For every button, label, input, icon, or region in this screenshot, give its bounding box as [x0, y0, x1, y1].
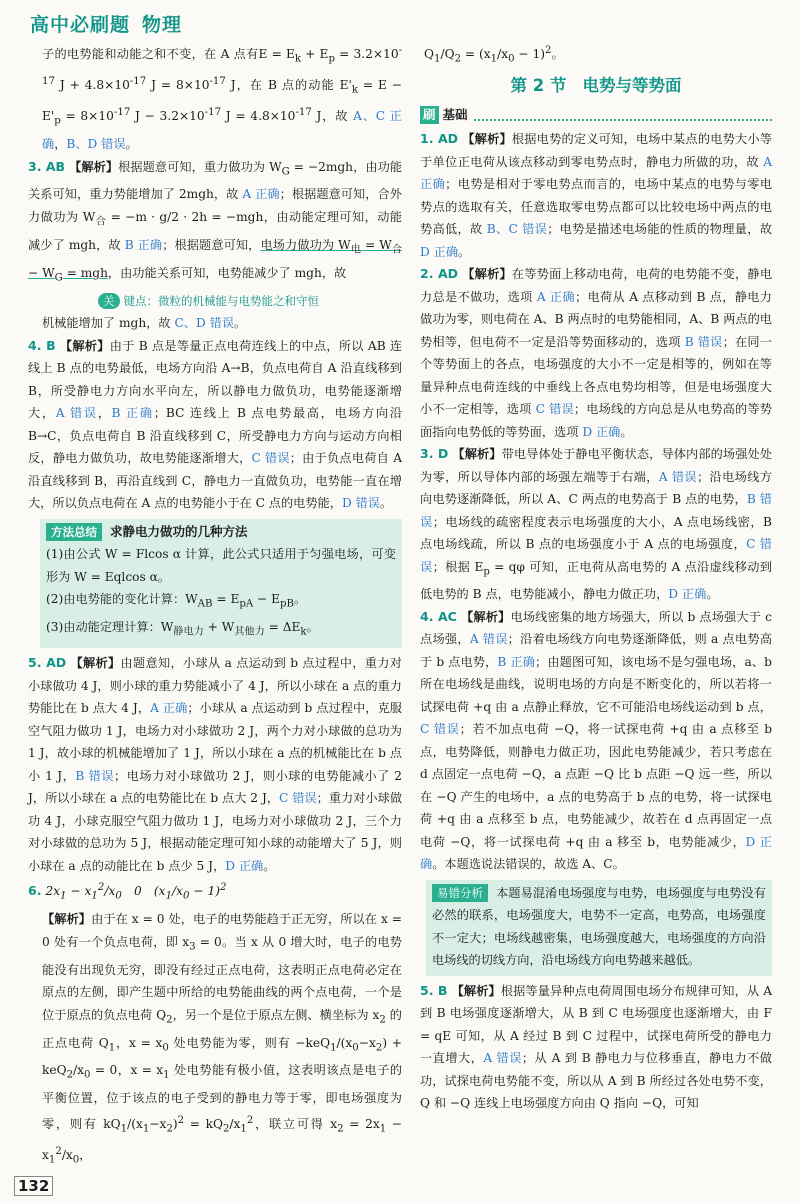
brush-icon: 刷 — [420, 106, 439, 124]
basic-label: 刷 基础 — [420, 104, 772, 127]
left-column — [28, 40, 402, 1172]
answer-2: 2. AD 【解析】在等势面上移动电荷，电荷的电势能不变，静电力总是不做功，选项 A 正确；电荷从 A 点移动到 B 点，静电力做功为零，则电荷在 A、B 两点时的电势能相同，A、B 两点的电势相等，但电荷不一定是沿等势面移动的，选项 B 错误；在同一个等势面上的各点，电场强度的大小不一定是相等的，例如在等量异种点电荷连线的中垂线上各点电势均相等，但是电场强度大小不一定相等，选项 C 错误；电场线的方向总是从电势高的等势面指向电势低的等势面，选项 D 正确。 — [420, 266, 773, 439]
section-heading: 第 2 节 电势与等势面 — [510, 76, 682, 95]
method-item: (3)由动能定理计算：$W_{静电力} + W_{其他力} = \Delta E_k$。 — [46, 620, 319, 638]
answer-text: 在等势面上移动电荷，电荷的电势能不变，静电力总是不做功，选项 A 正确；电荷从 A 点移动到 B 点，静电力做功为零，则电荷在 A、B 两点时的电势能相同，A、B 两点的电势相等，但电荷不一定是沿等势面移动的，选项 B 错误；在同一个等势面上的各点，电场强度的大小不一定是相等的，例如在等量异种点电荷连线的中垂线上各点电势均相等，但是电场强度大小不一定相等，选项 C 错误；电场线的方向总是从电势高的等势面指向电势低的等势面，选项 D 正确。 — [420, 267, 773, 439]
ratio-formula: $Q_1/Q_2 = (x_1/x_0 - 1)^2$。 — [424, 45, 564, 65]
answer-6-analysis: 【解析】由于在 x = 0 处，电子的电势能趋于正无穷，所以在 x = 0 处有一个负点电荷，即 $x_3 = 0$。当 x 从 0 增大时，电子的电势能没有出现负无穷，即没有经过正点电荷，这表明正点电荷必定在原点的左侧，即产生题中所给的电势能曲线的两个点电荷，一个是位于原点的负点电荷 $Q_2$，另一个是位于原点左侧、横坐标为 $x_2$ 的正点电荷 $Q_1$，$x = x_0$ 处电势能为零，则有 $-keQ_1/(x_0-x_2) + keQ_2/x_0 = 0$，$x = x_1$ 处电势能有极小值，这表明该点是电子的平衡位置，位于该点的电子受到的静电力等于零，即电场强度为零，则有 $kQ_1/(x_1-x_2)^2 = kQ_2/x_1^2$，联立可得 $x_2 = 2x_1 - x_1^2/x_0$， — [42, 912, 403, 1166]
answer-text: 根据等量异种点电荷周围电场分布规律可知，从 A 到 B 电场强度逐渐增大，从 B 到 C 电场强度也逐渐增大，由 F = qE 可知，从 A 经过 B 到 C 过程中，试探电荷所受的静电力一直增大，A 错误；从 A 到 B 静电力与位移垂直，静电力不做功，试探电荷电势能不变，所以从 A 到 B 所经过各处电势不变，Q 和 −Q 连线上电场强度方向由 Q 指向 −Q，可知 — [420, 983, 772, 1111]
intro-paragraph: 子的电势能和动能之和不变，在 A 点有$E = E_k + E_p = 3.2\times 10^{-17}$ $J + 4.8\times 10^{-17}$ $J = 8\times 10^{-17}$ J，在 B 点的动能 $E'_k = E - E'_p = 8\times 10^{-17}$ $J - 3.2\times 10^{-17}$ $J = 4.8\times 10^{-17}$ J，故 A、C 正确，B、D 错误。 — [42, 45, 403, 151]
page-number: 132 — [14, 1176, 53, 1196]
answer-6 — [28, 877, 402, 908]
method-item: (2)由电势能的变化计算：$W_{AB} = E_{pA} - E_{pB}$。 — [46, 592, 307, 610]
error-analysis-box — [426, 880, 772, 976]
answer-5: 5. AD 【解析】由题意知，小球从 a 点运动到 b 点过程中，重力对小球做功 4 J，则小球的重力势能减小了 4 J，所以小球在 a 点的重力势能比在 b 点大 4 J，A 正确；小球从 a 点运动到 b 点过程中，克服空气阻力做功 1 J，电场力对小球做功 2 J，两个力对小球做的总功为 1 J，故小球的机械能增加了 1 J，所以小球在 a 点的机械能比在 b 点小 1 J，B 错误；电场力对小球做功 2 J，则小球的电势能减小了 2 J，所以小球在 a 点的电势能比在 b 点大 2 J，C 错误；重力对小球做功 4 J，小球克服空气阻力做功 1 J，电场力对小球做功 2 J，三个力对小球做的总功为 5 J，根据动能定理可知小球的动能增大了 5 J，则小球在 a 点的动能比在 b 点少 5 J，D 正确。 — [28, 655, 403, 873]
method-item: (1)由公式 W = Flcos α 计算，此公式只适用于匀强电场，可变形为 W = Eqlcos α。 — [46, 547, 396, 584]
keypoint-note: 关 键点：微粒的机械能与电势能之和守恒 — [98, 290, 402, 313]
keypoint-icon: 关 — [98, 293, 120, 309]
answer-text: 由题意知，小球从 a 点运动到 b 点过程中，重力对小球做功 4 J，则小球的重力势能减小了 4 J，所以小球在 a 点的重力势能比在 b 点大 4 J，A 正确；小球从 a 点运动到 b 点过程中，克服空气阻力做功 1 J，电场力对小球做功 2 J，两个力对小球做的总功为 1 J，故小球的机械能增加了 1 J，所以小球在 a 点的机械能比在 b 点小 1 J，B 错误；电场力对小球做功 2 J，则小球的电势能减小了 2 J，所以小球在 a 点的电势能比在 b 点大 2 J，C 错误；重力对小球做功 4 J，小球克服空气阻力做功 1 J，电场力对小球做功 2 J，三个力对小球做的总功为 5 J，根据动能定理可知小球的动能增大了 5 J，则小球在 a 点的动能比在 b 点少 5 J，D 正确。 — [28, 656, 403, 873]
method-summary-title: 求静电力做功的几种方法 — [110, 523, 248, 539]
answer-text: 根据电势的定义可知，电场中某点的电势大小等于单位正电荷从该点移动到零电势点时，静电力所做的功，故 A 正确；电势是相对于零电势点而言的，电场中某点的电势与零电势点的选取有关，任意选取零电势点都可以比较电场中两点的电势高低，故 B、C 错误；电势是描述电场能的性质的物理量，故 D 正确。 — [420, 132, 773, 259]
answer-text: 电场线密集的地方场强大，所以 b 点场强大于 c 点场强，A 错误；沿着电场线方向电势逐渐降低，则 a 点电势高于 b 点电势，B 正确；由题图可知，该电场不是匀强电场，a、b 所在电场线是曲线，说明电场的方向是不断变化的，所以若将一试探电荷 +q 由 a 点静止释放，它不可能沿电场线运动到 b 点，C 错误；若不加点电荷 −Q，将一试探电荷 +q 由 a 点移至 b 点，电势降低，则静电力做正功，因此电势能减少，若只考虑在 d 点固定一点电荷 −Q，a 点距 −Q 比 b 点距 −Q 远一些，所以在 −Q 产生的电场中，a 点的电势高于 b 点的电势，将一试探电荷 +q 由 a 点移至 b 点，电势能减少，故若在 d 点再固定一点电荷 −Q，将一试探电荷 +q 由 a 移至 b，电势能减少，D 正确。本题选说法错误的，故选 A、C。 — [420, 609, 773, 872]
answer-3b: 3. D 【解析】带电导体处于静电平衡状态，导体内部的场强处处为零，所以导体内部的场强左端等于右端，A 错误；沿电场线方向电势逐渐降低，所以 A、C 两点的电势高于 B 点的电势，B 错误；电场线的疏密程度表示电场强度的大小，A 点电场线密，B 点电场线疏，所以 B 点的电场强度小于 A 点的电场强度，C 错误；根据 $E_p = q\varphi$ 可知，正电荷从高电势的 A 点沿虚线移动到低电势的 B 点，电势能减小，静电力做正功，D 正确。 — [420, 446, 773, 602]
method-summary-label: 方法总结 — [46, 523, 102, 541]
question-number: 5. AD — [28, 655, 67, 671]
error-analysis-label: 易错分析 — [432, 884, 488, 902]
answer-3: 3. AB 【解析】根据题意可知，重力做功为 $W_G = -2mgh$，由功能关系可知，重力势能增加了 2mgh，故 A 正确；根据题意可知，合外力做功为 $W_合 = -m \cdot g/2 \cdot 2h = -mgh$，由动能定理可知，动能减少了 mgh，故 B 正确；根据题意可知，电场力做功为 $W_电 = W_合 - W_G$ = mgh，由功能关系可知，电势能减少了 mgh，故 — [28, 158, 403, 284]
question-number: 6. — [28, 883, 42, 899]
right-column — [420, 40, 772, 1115]
question-number: 4. AC — [420, 608, 457, 624]
question-number: 3. AB — [28, 158, 66, 174]
question-number: 1. AD — [420, 131, 459, 146]
answer-text: 由于 B 点是等量正点电荷连线上的中点，所以 AB 连线上 B 点的电势最低，电场方向沿 A→B，负点电荷自 A 沿直线移到 B，所受静电力方向水平向左，所以静电力做负功，电势能逐渐增大，A 错误，B 正确；BC 连线上 B 点电势最高，电场方向沿 B→C，负点电荷自 B 沿直线移到 C，所受静电力方向与运动方向相反，静电力做负功，故电势能逐渐增大，C 错误；由于负点电荷自 A 沿直线移到 B，再沿直线到 C，静电力一直做负功，电势能一直在增大，所以负点电荷在 A 点的电势能小于在 C 点的电势能，D 错误。 — [28, 338, 403, 511]
answer-text: 带电导体处于静电平衡状态，导体内部的场强处处为零，所以导体内部的场强左端等于右端，A 错误；沿电场线方向电势逐渐降低，所以 A、C 两点的电势高于 B 点的电势，B 错误；电场线的疏密程度表示电场强度的大小，A 点电场线密，B 点电场线疏，所以 B 点的电场强度小于 A 点的电场强度，C 错误；根据 $E_p = q\varphi$ 可知，正电荷从高电势的 A 点沿虚线移动到低电势的 B 点，电势能减小，静电力做正功，D 正确。 — [420, 447, 773, 602]
book-title: 高中必刷题 — [30, 14, 131, 36]
answer-values: $2x_1 - x_1^2/x_0$ 0 $(x_1/x_0 - 1)^2$ — [45, 882, 227, 902]
question-number: 3. D — [420, 446, 449, 461]
method-summary-box — [40, 519, 402, 648]
error-analysis-text: 本题易混淆电场强度与电势，电场强度与电势没有必然的联系，电场强度大，电势不一定高，电势高，电场强度不一定大；电场线越密集，电场强度越大，电场强度的方向沿电场线的切线方向，沿电场线方向电势越来越低。 — [432, 885, 766, 968]
question-number: 4. B — [28, 337, 56, 353]
answer-text: 根据题意可知，重力做功为 $W_G = -2mgh$，由功能关系可知，重力势能增加了 2mgh，故 A 正确；根据题意可知，合外力做功为 $W_合 = -m \cdot g/2 \cdot 2h = -mgh$，由动能定理可知，动能减少了 mgh，故 B 正确；根据题意可知，电场力做功为 $W_电 = W_合 - W_G$ = mgh，由功能关系可知，电势能减少了 mgh，故 — [28, 159, 403, 284]
answer-1: 1. AD 【解析】根据电势的定义可知，电场中某点的电势大小等于单位正电荷从该点移动到零电势点时，静电力所做的功，故 A 正确；电势是相对于零电势点而言的，电场中某点的电势与零电势点的选取有关，任意选取零电势点都可以比较电场中两点的电势高低，故 B、C 错误；电势是描述电场能的性质的物理量，故 D 正确。 — [420, 131, 773, 259]
answer-text: 由于在 x = 0 处，电子的电势能趋于正无穷，所以在 x = 0 处有一个负点电荷，即 $x_3 = 0$。当 x 从 0 增大时，电子的电势能没有出现负无穷，即没有经过正点电荷，这表明正点电荷必定在原点的左侧，即产生题中所给的电势能曲线的两个点电荷，一个是位于原点的负点电荷 $Q_2$，另一个是位于原点左侧、横坐标为 $x_2$ 的正点电荷 $Q_1$，$x = x_0$ 处电势能为零，则有 $-keQ_1/(x_0-x_2) + keQ_2/x_0 = 0$，$x = x_1$ 处电势能有极小值，这表明该点是电子的平衡位置，位于该点的电子受到的静电力等于零，即电场强度为零，则有 $kQ_1/(x_1-x_2)^2 = kQ_2/x_1^2$，联立可得 $x_2 = 2x_1 - x_1^2/x_0$， — [42, 912, 403, 1166]
subject-label: 物理 — [142, 14, 183, 36]
answer-3-tail: 机械能增加了 mgh，故 C、D 错误。 — [42, 316, 247, 331]
question-number: 5. B — [420, 982, 448, 998]
question-number: 2. AD — [420, 266, 459, 281]
answer-5b: 5. B 【解析】根据等量异种点电荷周围电场分布规律可知，从 A 到 B 电场强度逐渐增大，从 B 到 C 电场强度也逐渐增大，由 F = qE 可知，从 A 经过 B 到 C 过程中，试探电荷所受的静电力一直增大，A 错误；从 A 到 B 静电力与位移垂直，静电力不做功，试探电荷电势能不变，所以从 A 到 B 所经过各处电势不变，Q 和 −Q 连线上电场强度方向由 Q 指向 −Q，可知 — [420, 982, 772, 1111]
page-header — [30, 10, 182, 37]
answer-4: 4. B 【解析】由于 B 点是等量正点电荷连线上的中点，所以 AB 连线上 B 点的电势最低，电场方向沿 A→B，负点电荷自 A 沿直线移到 B，所受静电力方向水平向左，所以静电力做负功，电势能逐渐增大，A 错误，B 正确；BC 连线上 B 点电势最高，电场方向沿 B→C，负点电荷自 B 沿直线移到 C，所受静电力方向与运动方向相反，静电力做负功，故电势能逐渐增大，C 错误；由于负点电荷自 A 沿直线移到 B，再沿直线到 C，静电力一直做负功，电势能一直在增大，所以负点电荷在 A 点的电势能小于在 C 点的电势能，D 错误。 — [28, 337, 403, 511]
answer-4b: 4. AC 【解析】电场线密集的地方场强大，所以 b 点场强大于 c 点场强，A 错误；沿着电场线方向电势逐渐降低，则 a 点电势高于 b 点电势，B 正确；由题图可知，该电场不是匀强电场，a、b 所在电场线是曲线，说明电场的方向是不断变化的，所以若将一试探电荷 +q 由 a 点静止释放，它不可能沿电场线运动到 b 点，C 错误；若不加点电荷 −Q，将一试探电荷 +q 由 a 点移至 b 点，电势降低，则静电力做正功，因此电势能减少，若只考虑在 d 点固定一点电荷 −Q，a 点距 −Q 比 b 点距 −Q 远一些，所以在 −Q 产生的电场中，a 点的电势高于 b 点的电势，将一试探电荷 +q 由 a 点移至 b 点，电势能减少，故若在 d 点再固定一点电荷 −Q，将一试探电荷 +q 由 a 移至 b，电势能减少，D 正确。本题选说法错误的，故选 A、C。 — [420, 608, 773, 872]
